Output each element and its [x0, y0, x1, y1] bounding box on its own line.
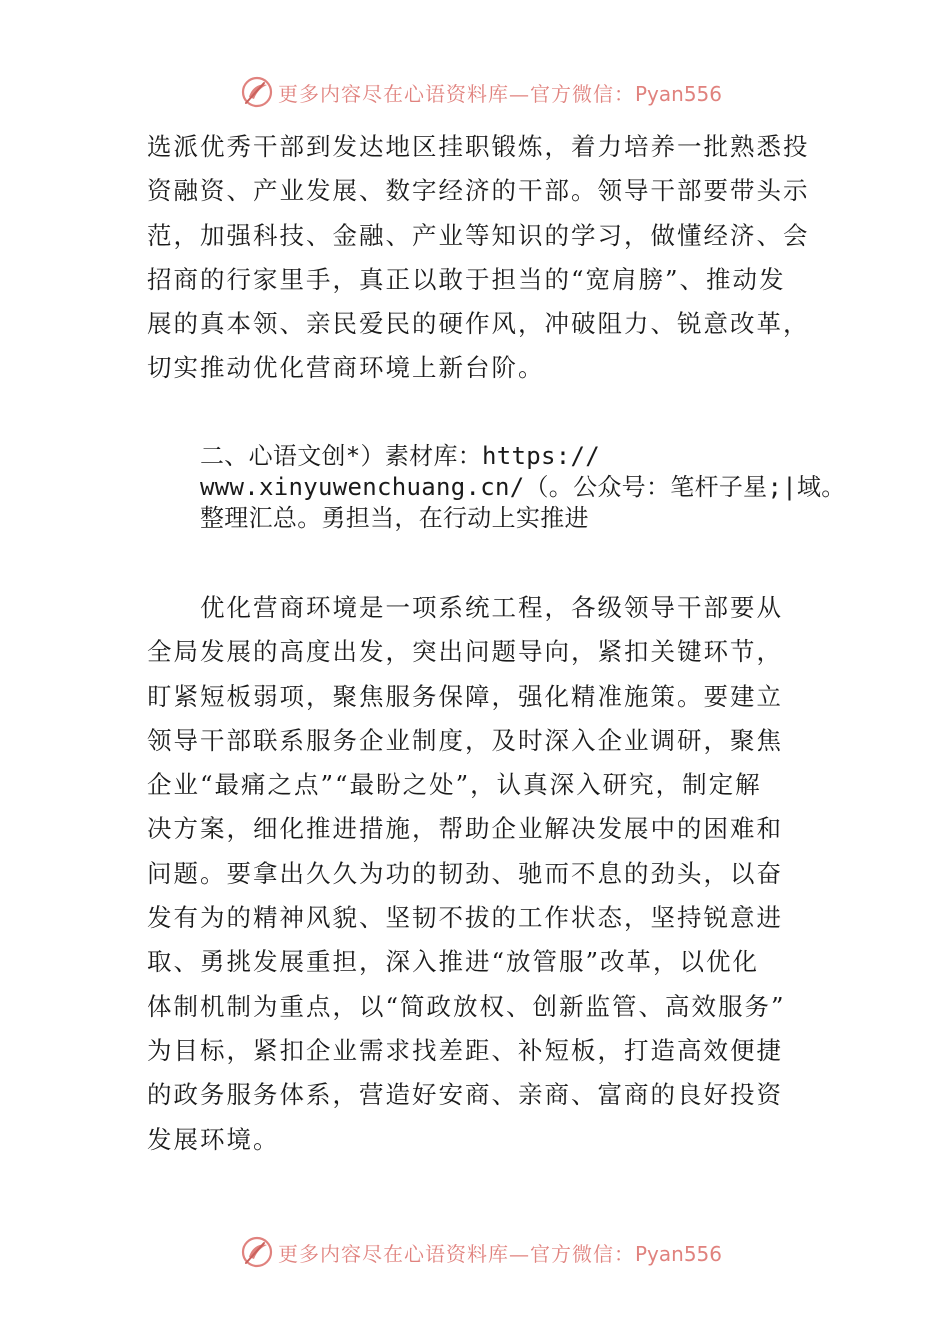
brand-logo-icon — [240, 1235, 274, 1269]
paragraph-line: 发展环境。 — [147, 1124, 280, 1154]
header-banner-text — [278, 78, 722, 107]
paragraph-line: 取、勇挑发展重担，深入推进“放管服”改革，以优化 — [147, 947, 760, 977]
paragraph-line: 企业“最痛之点”“最盼之处”，认真深入研究，制定解 — [147, 770, 762, 800]
header-banner-label: 更多内容尽在心语资料库—官方微信： — [278, 81, 635, 106]
section-heading — [200, 441, 846, 534]
footer-wechat-id: Pyan556 — [635, 1241, 723, 1266]
paragraph-line: 范，加强科技、金融、产业等知识的学习，做懂经济、会 — [147, 220, 810, 250]
paragraph-line: 切实推动优化营商环境上新台阶。 — [147, 353, 545, 383]
body-paragraph-2 — [147, 586, 786, 1162]
paragraph-line: 的政务服务体系，营造好安商、亲商、富商的良好投资 — [147, 1080, 783, 1110]
paragraph-line: 为目标，紧扣企业需求找差距、补短板，打造高效便捷 — [147, 1035, 783, 1065]
paragraph-line: 全局发展的高度出发，突出问题导向，紧扣关键环节， — [147, 637, 783, 667]
heading-line: 二、心语文创*）素材库：https:// — [200, 442, 601, 470]
paragraph-line: 招商的行家里手，真正以敢于担当的“宽肩膀”、推动发 — [147, 264, 786, 294]
paragraph-line: 领导干部联系服务企业制度，及时深入企业调研，聚焦 — [147, 725, 783, 755]
paragraph-line: 体制机制为重点，以“简政放权、创新监管、高效服务” — [147, 991, 786, 1021]
paragraph-line: 发有为的精神风貌、坚韧不拔的工作状态，坚持锐意进 — [147, 903, 783, 933]
header-wechat-id: Pyan556 — [635, 81, 723, 106]
paragraph-line: 展的真本领、亲民爱民的硬作风，冲破阻力、锐意改革， — [147, 309, 810, 339]
footer-banner — [240, 1232, 722, 1272]
paragraph-line: 决方案，细化推进措施，帮助企业解决发展中的困难和 — [147, 814, 783, 844]
body-paragraph-1 — [147, 125, 810, 391]
heading-line: 整理汇总。勇担当，在行动上实推进 — [200, 504, 589, 532]
paragraph-line: 盯紧短板弱项，聚焦服务保障，强化精准施策。要建立 — [147, 681, 783, 711]
paragraph-line: 选派优秀干部到发达地区挂职锻炼，着力培养一批熟悉投 — [147, 132, 810, 161]
header-banner — [240, 72, 722, 112]
paragraph-line: 问题。要拿出久久为功的韧劲、驰而不息的劲头，以奋 — [147, 858, 783, 888]
heading-line: www.xinyuwenchuang.cn/（。公众号：笔杆子星;|域。 — [200, 473, 846, 501]
brand-logo-icon — [240, 75, 274, 109]
footer-banner-label: 更多内容尽在心语资料库—官方微信： — [278, 1241, 635, 1266]
paragraph-line: 优化营商环境是一项系统工程，各级领导干部要从 — [147, 593, 783, 622]
paragraph-line: 资融资、产业发展、数字经济的干部。领导干部要带头示 — [147, 176, 810, 206]
footer-banner-text — [278, 1238, 722, 1267]
